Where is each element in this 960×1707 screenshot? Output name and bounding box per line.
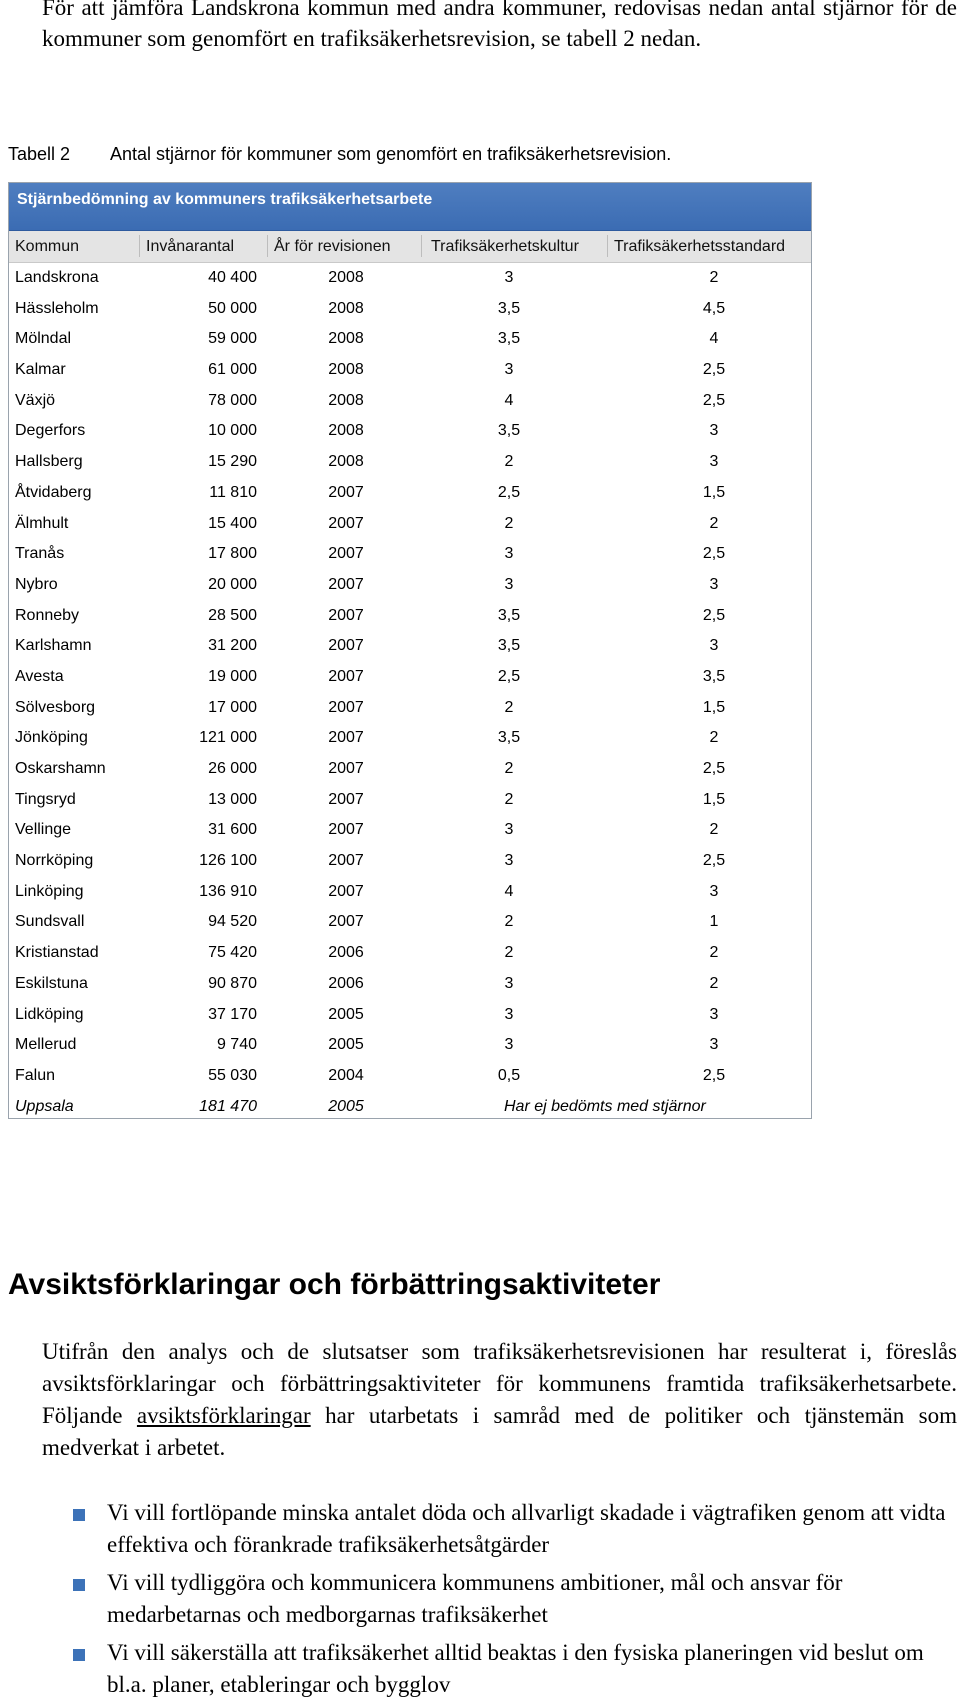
table-row [9,631,811,662]
table-row [9,416,811,447]
cell-ar: 2005 [328,1036,364,1054]
cell-kommun: Oskarshamn [15,760,106,777]
cell-standard: 2 [709,974,719,992]
cell-invanarantal: 20 000 [208,575,257,593]
bullet-item [73,1567,958,1631]
cell-ar: 2008 [328,330,364,348]
table-row [9,478,811,509]
stars-table [8,182,812,1119]
cell-ar: 2005 [328,1097,364,1115]
cell-kultur: 2 [504,790,514,808]
cell-invanarantal: 61 000 [208,361,257,379]
table-row [9,509,811,540]
cell-kultur: 2 [504,698,514,716]
cell-invanarantal: 13 000 [208,790,257,808]
cell-ar: 2007 [328,637,364,655]
paragraph-text-before: Utifrån den analys och de slutsatser som trafiksäkerhetsrevisionen har resulterat i, föreslås avsiktsförklaringar och förbättringsaktiviteter för kommunens framtida trafiksäkerhetsarbete. Följande [42,1339,957,1428]
table-body [9,263,811,1092]
cell-ar: 2007 [328,667,364,685]
table-row [9,386,811,417]
table-row [9,570,811,601]
cell-kommun: Landskrona [15,269,99,286]
cell-kommun: Åtvidaberg [15,483,92,501]
table-row [9,969,811,1000]
cell-standard: 2 [709,821,719,839]
table-row [9,324,811,355]
paragraph-text-after: har utarbetats i samråd med de politiker och tjänstemän som medverkat i arbetet. [42,1403,957,1460]
table-row [9,294,811,325]
table-row [9,785,811,816]
cell-standard: 3 [709,637,719,655]
table-row [9,938,811,969]
cell-kommun: Norrköping [15,852,94,870]
header-standard: Trafiksäkerhetsstandard [614,238,786,255]
cell-invanarantal: 126 100 [199,852,257,870]
cell-ar: 2007 [328,821,364,839]
cell-kommun: Ronneby [15,606,80,624]
cell-invanarantal: 28 500 [208,606,257,624]
table-row [9,1000,811,1031]
cell-invanarantal: 55 030 [208,1066,257,1084]
cell-ar: 2007 [328,913,364,931]
cell-kultur: 3,5 [497,422,521,440]
cell-invanarantal: 50 000 [208,299,257,317]
cell-ar: 2008 [328,299,364,317]
cell-ar: 2007 [328,545,364,563]
table-row [9,723,811,754]
cell-kommun: Nybro [15,575,58,593]
cell-kommun: Sundsvall [15,913,85,931]
table-row [9,815,811,846]
cell-standard: 2,5 [702,545,726,563]
table-row [9,1061,811,1092]
cell-standard: 2 [709,944,719,962]
table-row [9,907,811,938]
cell-invanarantal: 17 800 [208,545,257,563]
cell-kultur: 3 [504,1005,514,1023]
cell-standard: 3 [709,575,719,593]
cell-kommun: Hässleholm [15,299,99,317]
section-heading: Avsiktsförklaringar och förbättringsaktiviteter [8,1268,661,1301]
cell-ar: 2008 [328,453,364,471]
cell-kommun: Falun [15,1066,56,1084]
cell-standard: 2 [709,729,719,747]
cell-kommun: Älmhult [15,514,69,532]
cell-standard: 1 [709,913,719,931]
cell-kultur: 2 [504,760,514,777]
cell-standard: 1,5 [702,790,726,808]
cell-kommun: Karlshamn [15,637,92,655]
cell-kommun: Kalmar [15,361,66,379]
paragraph-underlined-term: avsiktsförklaringar [136,1403,311,1428]
cell-kultur: 2 [504,514,514,532]
cell-kommun: Linköping [15,882,84,900]
header-kommun: Kommun [15,238,80,255]
cell-ar: 2007 [328,760,364,777]
cell-kultur: 2 [504,913,514,931]
cell-ar: 2006 [328,974,364,992]
cell-kultur: 3 [504,1036,514,1054]
table-caption [8,144,671,165]
cell-kommun: Degerfors [15,422,86,440]
cell-kommun: Jönköping [15,729,88,747]
header-divider [607,235,608,257]
cell-invanarantal: 19 000 [208,667,257,685]
cell-kultur: 3,5 [497,729,521,747]
header-divider [139,235,140,257]
table-row [9,754,811,785]
cell-kommun: Tingsryd [15,790,76,808]
cell-standard: 2,5 [702,361,726,379]
cell-standard: 1,5 [702,698,726,716]
cell-kultur: 4 [504,882,514,900]
header-ar: År för revisionen [274,238,391,255]
cell-ar: 2008 [328,269,364,286]
table-row [9,693,811,724]
cell-kommun: Eskilstuna [15,974,88,992]
cell-standard: 2,5 [702,852,726,870]
section-paragraph [42,1336,957,1464]
table-row [9,1030,811,1061]
cell-kommun: Mölndal [15,330,72,348]
cell-invanarantal: 75 420 [208,944,257,962]
cell-invanarantal: 17 000 [208,698,257,716]
cell-ar: 2007 [328,575,364,593]
bullet-text: Vi vill fortlöpande minska antalet döda och allvarligt skadade i vägtrafiken genom att vidta effektiva och förankrade trafiksäkerhetsåtgärder [107,1500,946,1557]
table-caption-number: Tabell 2 [8,144,71,164]
cell-ar: 2008 [328,391,364,409]
cell-ar: 2007 [328,852,364,870]
table-row [9,355,811,386]
cell-invanarantal: 78 000 [208,391,257,409]
cell-ar: 2007 [328,698,364,716]
bullet-item [73,1637,958,1701]
cell-invanarantal: 90 870 [208,974,257,992]
cell-kultur: 2,5 [497,483,521,501]
header-invanarantal: Invånarantal [146,238,235,255]
table-row [9,601,811,632]
header-divider [421,235,422,257]
cell-kultur: 3,5 [497,606,521,624]
cell-ar: 2004 [328,1066,364,1084]
table-row [9,877,811,908]
cell-standard: 4,5 [702,299,726,317]
cell-invanarantal: 11 810 [209,483,257,501]
bullet-item [73,1497,958,1561]
bullet-text: Vi vill tydliggöra och kommunicera kommunens ambitioner, mål och ansvar för medarbetarnas och medborgarnas trafiksäkerhet [107,1570,843,1627]
cell-kultur: 0,5 [497,1066,521,1084]
cell-standard: 4 [709,330,719,348]
table-row [9,263,811,294]
cell-kultur: 2,5 [497,667,521,685]
cell-kultur: 3,5 [497,637,521,655]
cell-standard: 3 [709,422,719,440]
cell-kultur: 3,5 [497,330,521,348]
cell-kommun: Kristianstad [15,944,99,962]
table-row [9,539,811,570]
cell-kommun: Sölvesborg [15,698,96,716]
cell-ar: 2006 [328,944,364,962]
cell-ar: 2007 [328,606,364,624]
cell-ar: 2007 [328,483,364,501]
cell-kultur: 3 [504,821,514,839]
bullet-list [73,1497,958,1707]
table-row [9,447,811,478]
cell-kommun: Växjö [15,391,56,409]
table-row [9,662,811,693]
cell-kommun: Tranås [15,545,65,563]
cell-standard: 2,5 [702,1066,726,1084]
cell-ar: 2005 [328,1005,364,1023]
bullet-square-icon [73,1649,85,1661]
cell-kommun: Vellinge [15,821,72,839]
cell-kultur: 2 [504,453,514,471]
cell-kultur: 3 [504,575,514,593]
cell-kultur: 3,5 [497,299,521,317]
table-title: Stjärnbedömning av kommuners trafiksäkerhetsarbete [9,183,811,231]
cell-invanarantal: 15 290 [208,453,257,471]
cell-standard: 3 [709,453,719,471]
cell-invanarantal: 37 170 [208,1005,257,1023]
cell-kultur: 3 [504,269,514,286]
cell-kommun: Mellerud [15,1036,77,1054]
cell-invanarantal: 31 600 [208,821,257,839]
cell-standard: 2 [709,269,719,286]
cell-ar: 2007 [328,514,364,532]
bullet-square-icon [73,1579,85,1591]
cell-standard: 3 [709,1036,719,1054]
cell-invanarantal: 136 910 [199,882,257,900]
intro-paragraph: För att jämföra Landskrona kommun med andra kommuner, redovisas nedan antal stjärnor för de kommuner som genomfört en trafiksäkerhetsrevision, se tabell 2 nedan. [42,0,957,51]
cell-note: Har ej bedömts med stjärnor [504,1097,706,1115]
cell-kultur: 3 [504,974,514,992]
table-header-row [9,231,811,263]
cell-standard: 3,5 [702,667,726,685]
header-divider [267,235,268,257]
cell-standard: 2,5 [702,760,726,777]
cell-invanarantal: 40 400 [208,269,257,286]
cell-standard: 2,5 [702,606,726,624]
cell-kultur: 3 [504,361,514,379]
cell-invanarantal: 10 000 [208,422,257,440]
cell-invanarantal: 59 000 [208,330,257,348]
cell-ar: 2008 [328,361,364,379]
table-row [9,846,811,877]
cell-invanarantal: 121 000 [199,729,257,747]
cell-invanarantal: 26 000 [208,760,257,777]
bullet-text: Vi vill säkerställa att trafiksäkerhet alltid beaktas i den fysiska planeringen vid beslut om bl.a. planer, etableringar och bygglov [107,1640,924,1697]
cell-invanarantal: 181 470 [199,1097,257,1115]
cell-invanarantal: 94 520 [208,913,257,931]
cell-kommun: Uppsala [15,1097,74,1115]
cell-kultur: 4 [504,391,514,409]
header-kultur: Trafiksäkerhetskultur [431,238,579,255]
cell-ar: 2007 [328,729,364,747]
cell-standard: 1,5 [702,483,726,501]
cell-invanarantal: 9 740 [216,1036,257,1054]
cell-kommun: Avesta [15,667,64,685]
cell-standard: 3 [709,882,719,900]
cell-standard: 3 [709,1005,719,1023]
cell-kultur: 2 [504,944,514,962]
cell-kommun: Lidköping [15,1005,84,1023]
cell-invanarantal: 15 400 [208,514,257,532]
cell-standard: 2 [709,514,719,532]
cell-kultur: 3 [504,545,514,563]
cell-kommun: Hallsberg [15,453,83,471]
cell-ar: 2007 [328,882,364,900]
table-caption-text: Antal stjärnor för kommuner som genomfört en trafiksäkerhetsrevision. [110,144,672,164]
cell-standard: 2,5 [702,391,726,409]
table-row-uppsala [9,1092,811,1123]
cell-ar: 2008 [328,422,364,440]
bullet-square-icon [73,1509,85,1521]
cell-kultur: 3 [504,852,514,870]
cell-ar: 2007 [328,790,364,808]
cell-invanarantal: 31 200 [208,637,257,655]
